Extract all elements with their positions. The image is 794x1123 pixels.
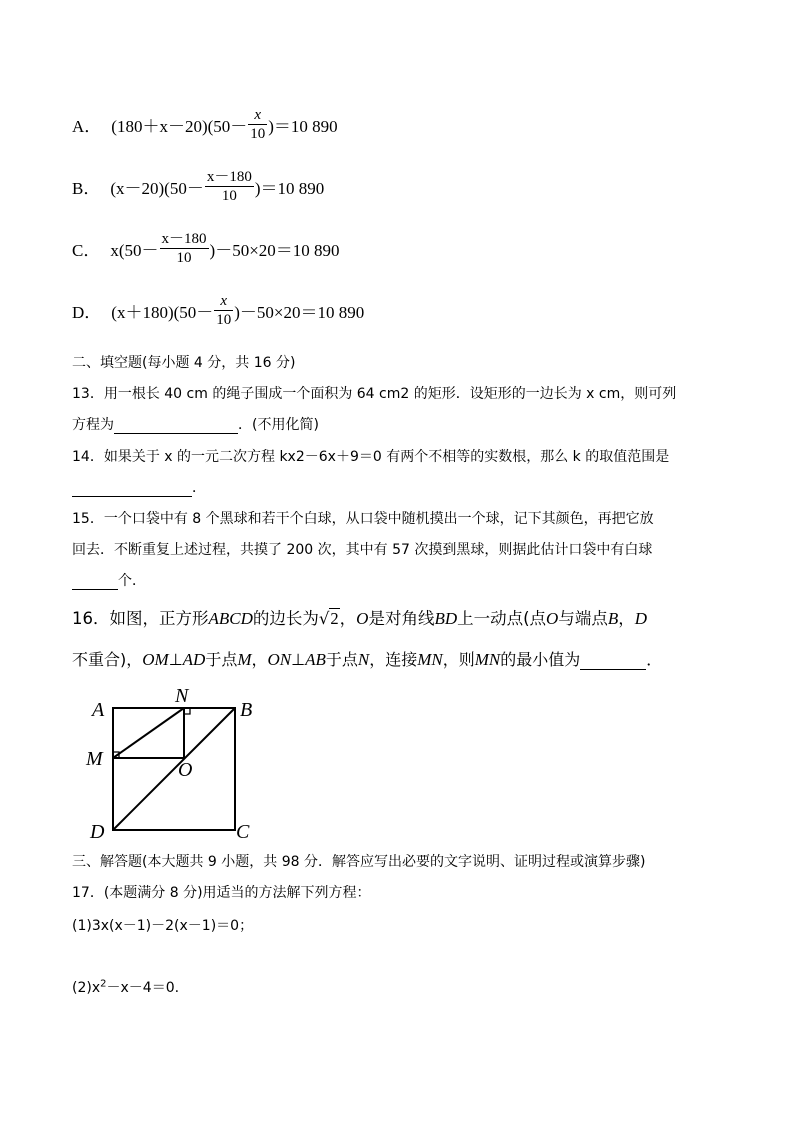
- q14-line2-post: ．: [192, 480, 206, 496]
- q16-var-o: O: [546, 609, 559, 628]
- q16-line2: [72, 647, 662, 670]
- fraction-numerator: x－180: [161, 231, 207, 247]
- label-o: O: [178, 759, 193, 781]
- fraction-denominator: 10: [216, 312, 232, 328]
- option-letter: C．: [72, 241, 101, 260]
- q16-var-abcd: ABCD: [208, 609, 253, 628]
- fraction: [205, 168, 254, 205]
- q13-line2-post: ．(不用化简): [238, 417, 319, 433]
- label-a: A: [92, 699, 105, 721]
- q16-text: 是对角线: [368, 609, 435, 628]
- q16-var-bd: BD: [434, 609, 458, 628]
- label-c: C: [236, 821, 250, 843]
- q14-answer-blank[interactable]: [72, 480, 192, 497]
- q16-text: ．: [646, 650, 663, 669]
- q16-var-mn: MN: [474, 650, 501, 669]
- q17-part2-pre: (2)x: [72, 980, 101, 996]
- q15-answer-blank[interactable]: [72, 573, 118, 590]
- q16-text: ，则: [442, 650, 475, 669]
- q16-answer-blank[interactable]: [580, 652, 646, 670]
- q17-part2-post: －x－4＝0.: [106, 980, 180, 996]
- q16-var-o: O: [356, 609, 369, 628]
- q16-var-n: N: [357, 650, 370, 669]
- q16-var-m: M: [237, 650, 252, 669]
- q15-line1: 15．一个口袋中有 8 个黑球和若干个白球，从口袋中随机摸出一个球，记下其颜色，再把它放: [72, 511, 654, 527]
- q14-line1: 14．如果关于 x 的一元二次方程 kx2－6x＋9＝0 有两个不相等的实数根，那么 k 的取值范围是: [72, 449, 670, 465]
- fraction-denominator: 10: [221, 188, 237, 204]
- label-d: D: [90, 821, 105, 843]
- q16-text: 与端点: [558, 609, 608, 628]
- label-b: B: [240, 699, 253, 721]
- sqrt-radicand: 2: [330, 609, 339, 628]
- q16-text: ，: [618, 609, 635, 628]
- fraction: [248, 106, 267, 143]
- q16-var-on: ON: [267, 650, 292, 669]
- q16-text: ⊥: [168, 650, 183, 669]
- q16-var-ad: AD: [182, 650, 206, 669]
- option-a: [72, 106, 338, 143]
- q16-text: 的最小值为: [500, 650, 581, 669]
- option-expression-post: )－50×20＝10 890: [209, 241, 340, 260]
- q17-part2: [72, 977, 179, 997]
- diagonal-bd: [113, 708, 235, 830]
- q13-line2: [72, 414, 319, 434]
- fraction-numerator: x: [254, 107, 262, 123]
- fraction-numerator: x－180: [206, 169, 252, 185]
- q16-text: ，连接: [369, 650, 418, 669]
- q16-text: ，: [251, 650, 268, 669]
- q15-line3: [72, 570, 146, 590]
- option-letter: D．: [72, 303, 102, 322]
- q15-line3-post: 个．: [118, 573, 146, 589]
- q16-text: 的边长为: [252, 609, 319, 628]
- option-expression-pre: (x－20)(50－: [110, 179, 204, 198]
- q16-var-mn: MN: [417, 650, 443, 669]
- q16-text: 于点: [205, 650, 238, 669]
- q17-part1: (1)3x(x－1)－2(x－1)＝0；: [72, 918, 254, 934]
- square-diagram: [80, 682, 270, 847]
- option-expression-post: )＝10 890: [254, 179, 325, 198]
- option-letter: A．: [72, 117, 102, 136]
- segment-mn: [113, 708, 184, 758]
- fraction-denominator: 10: [176, 250, 192, 266]
- fraction: [214, 292, 233, 329]
- section-2-title: 二、填空题(每小题 4 分，共 16 分): [72, 355, 296, 371]
- option-expression-post: )＝10 890: [268, 117, 338, 136]
- q16-var-d: D: [634, 609, 647, 628]
- option-expression-pre: (180＋x－20)(50－: [111, 117, 248, 136]
- option-b: [72, 168, 324, 205]
- q16-var-b: B: [607, 609, 619, 628]
- q16-var-om: OM: [142, 650, 169, 669]
- label-n: N: [175, 685, 189, 707]
- q16-text: 于点: [325, 650, 358, 669]
- option-expression-pre: (x＋180)(50－: [111, 303, 214, 322]
- q17-part2-sup: 2: [100, 978, 107, 990]
- q16-text: 不重合)，: [72, 650, 143, 669]
- label-m: M: [86, 748, 103, 770]
- q13-line2-pre: 方程为: [72, 417, 114, 433]
- q16-text: 上一动点(点: [457, 609, 547, 628]
- q13-line1: 13．用一根长 40 cm 的绳子围成一个面积为 64 cm2 的矩形．设矩形的一边长为 x cm，则可列: [72, 386, 677, 402]
- option-c: [72, 230, 340, 267]
- fraction: [160, 230, 209, 267]
- section-3-title: 三、解答题(本大题共 9 小题，共 98 分．解答应写出必要的文字说明、证明过程或演算步骤): [72, 854, 646, 870]
- sqrt-expression: √2: [318, 609, 339, 628]
- q15-line2: 回去．不断重复上述过程，共摸了 200 次，其中有 57 次摸到黑球，则据此估计口袋中有白球: [72, 542, 653, 558]
- option-letter: B．: [72, 179, 101, 198]
- q16-text: ，: [339, 609, 357, 628]
- option-d: [72, 292, 364, 329]
- q13-answer-blank[interactable]: [114, 417, 238, 434]
- fraction-numerator: x: [220, 293, 228, 309]
- q16-var-ab: AB: [305, 650, 326, 669]
- q16-text: 16．如图，正方形: [72, 609, 209, 628]
- option-expression-post: )－50×20＝10 890: [234, 303, 365, 322]
- q16-line1: [72, 605, 647, 629]
- q16-text: ⊥: [291, 650, 306, 669]
- fraction-denominator: 10: [250, 126, 266, 142]
- option-expression-pre: x(50－: [110, 241, 159, 260]
- q17-title: 17．(本题满分 8 分)用适当的方法解下列方程：: [72, 885, 371, 901]
- q14-line2: [72, 477, 206, 497]
